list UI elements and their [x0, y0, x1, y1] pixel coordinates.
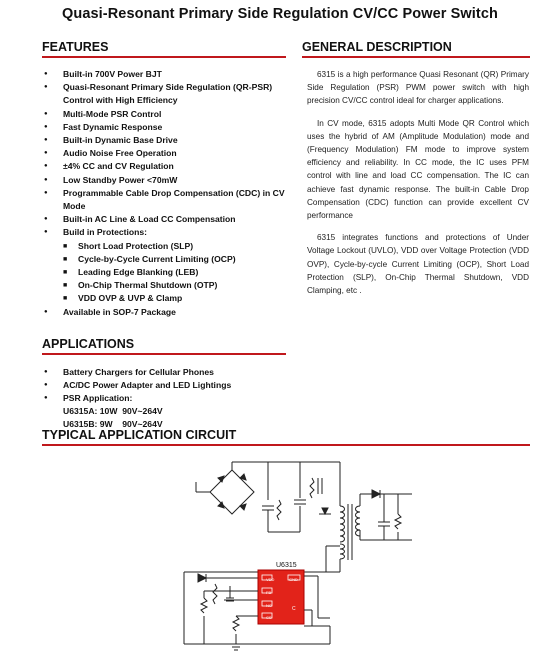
- chip-mark: C: [292, 606, 296, 612]
- protection-item: ■ Leading Edge Blanking (LEB): [63, 266, 289, 279]
- snubber: [300, 462, 331, 514]
- psr-line: U6315A: 10W 90V~264V: [63, 406, 163, 416]
- transformer: [328, 462, 360, 560]
- application-item: ● Battery Chargers for Cellular Phones: [44, 366, 289, 379]
- protection-item: ■ VDD OVP & UVP & Clamp: [63, 292, 289, 305]
- features-heading: FEATURES: [42, 40, 109, 54]
- description-paragraph: 6315 is a high performance Quasi Resonant (QR) Primary Side Regulation (PSR) PWM power switch with high precision CV/CC control ideal for charger applications.: [307, 70, 529, 106]
- input-filter: [262, 462, 306, 532]
- features-list: [44, 68, 289, 319]
- protections-list: [63, 240, 289, 306]
- feature-item: ● Built-in Dynamic Base Drive: [44, 134, 289, 147]
- protections-label: Build in Protections:: [63, 227, 148, 238]
- protection-item: ■ On-Chip Thermal Shutdown (OTP): [63, 279, 289, 292]
- protection-item: ■ Short Load Protection (SLP): [63, 240, 289, 253]
- pin-vdd: VDD: [266, 577, 275, 582]
- applications-rule: [42, 353, 286, 355]
- feature-item-protections: [44, 226, 289, 305]
- general-description-body: [307, 68, 529, 306]
- secondary-output: [360, 490, 412, 540]
- u6315-chip: [258, 562, 304, 624]
- feature-item: ● Available in SOP-7 Package: [44, 306, 289, 319]
- general-description-rule: [302, 56, 530, 58]
- applications-heading: APPLICATIONS: [42, 337, 135, 351]
- feature-item: ● Low Standby Power <70mW: [44, 174, 289, 187]
- description-paragraph: 6315 integrates functions and protections of Under Voltage Lockout (UVLO), VDD over Voltage Protection (VDD OVP), Cycle-by-cycle Current Limiting (OCP), Short Load Protection (SLP), On-Chip Thermal Shutdown, VDD Clamping, etc .: [307, 233, 529, 296]
- pin-fb: FB: [266, 590, 272, 595]
- features-rule: [42, 56, 286, 58]
- feature-item: ● Built-in 700V Power BJT: [44, 68, 289, 81]
- psr-line: U6315B: 9W 90V~264V: [63, 419, 163, 429]
- circuit-rule: [42, 444, 530, 446]
- pin-cs: CS: [266, 615, 272, 620]
- page-title: Quasi-Resonant Primary Side Regulation CV/CC Power Switch: [62, 6, 498, 22]
- application-item-psr: [44, 392, 289, 431]
- feature-item: ● Quasi-Resonant Primary Side Regulation (QR-PSR) Control with High Efficiency: [44, 81, 289, 107]
- psr-label: ● PSR Application:: [63, 393, 133, 403]
- pin-gnd: GND: [289, 577, 298, 582]
- applications-list: [44, 366, 289, 431]
- application-circuit-diagram: [0, 448, 560, 664]
- circuit-heading: TYPICAL APPLICATION CIRCUIT: [42, 428, 237, 442]
- pin-nc: NC: [266, 603, 272, 608]
- feature-item: ● Multi-Mode PSR Control: [44, 108, 289, 121]
- feature-item: ● ±4% CC and CV Regulation: [44, 160, 289, 173]
- chip-label: U6315: [276, 562, 297, 569]
- bridge-rectifier: [196, 462, 268, 514]
- protection-item: ■ Cycle-by-Cycle Current Limiting (OCP): [63, 253, 289, 266]
- general-description-heading: GENERAL DESCRIPTION: [302, 40, 452, 54]
- description-paragraph: In CV mode, 6315 adopts Multi Mode QR Control which uses the hybrid of AM (Amplitude Modulation) mode and (Frequency Modulation) FM mode to improve system efficiency and reliability. In CC mode, the IC uses PFM control with line and load CC compensation. The IC can achieve fast dynamic response. The built-in Cable Drop Compensation (CDC) function can provide excellent CV performance: [307, 118, 529, 221]
- feature-item: ● Programmable Cable Drop Compensation (CDC) in CV Mode: [44, 187, 289, 213]
- feature-item: ● Audio Noise Free Operation: [44, 147, 289, 160]
- feature-item: ● Built-in AC Line & Load CC Compensation: [44, 213, 289, 226]
- application-item: ● AC/DC Power Adapter and LED Lightings: [44, 379, 289, 392]
- feature-item: ● Fast Dynamic Response: [44, 121, 289, 134]
